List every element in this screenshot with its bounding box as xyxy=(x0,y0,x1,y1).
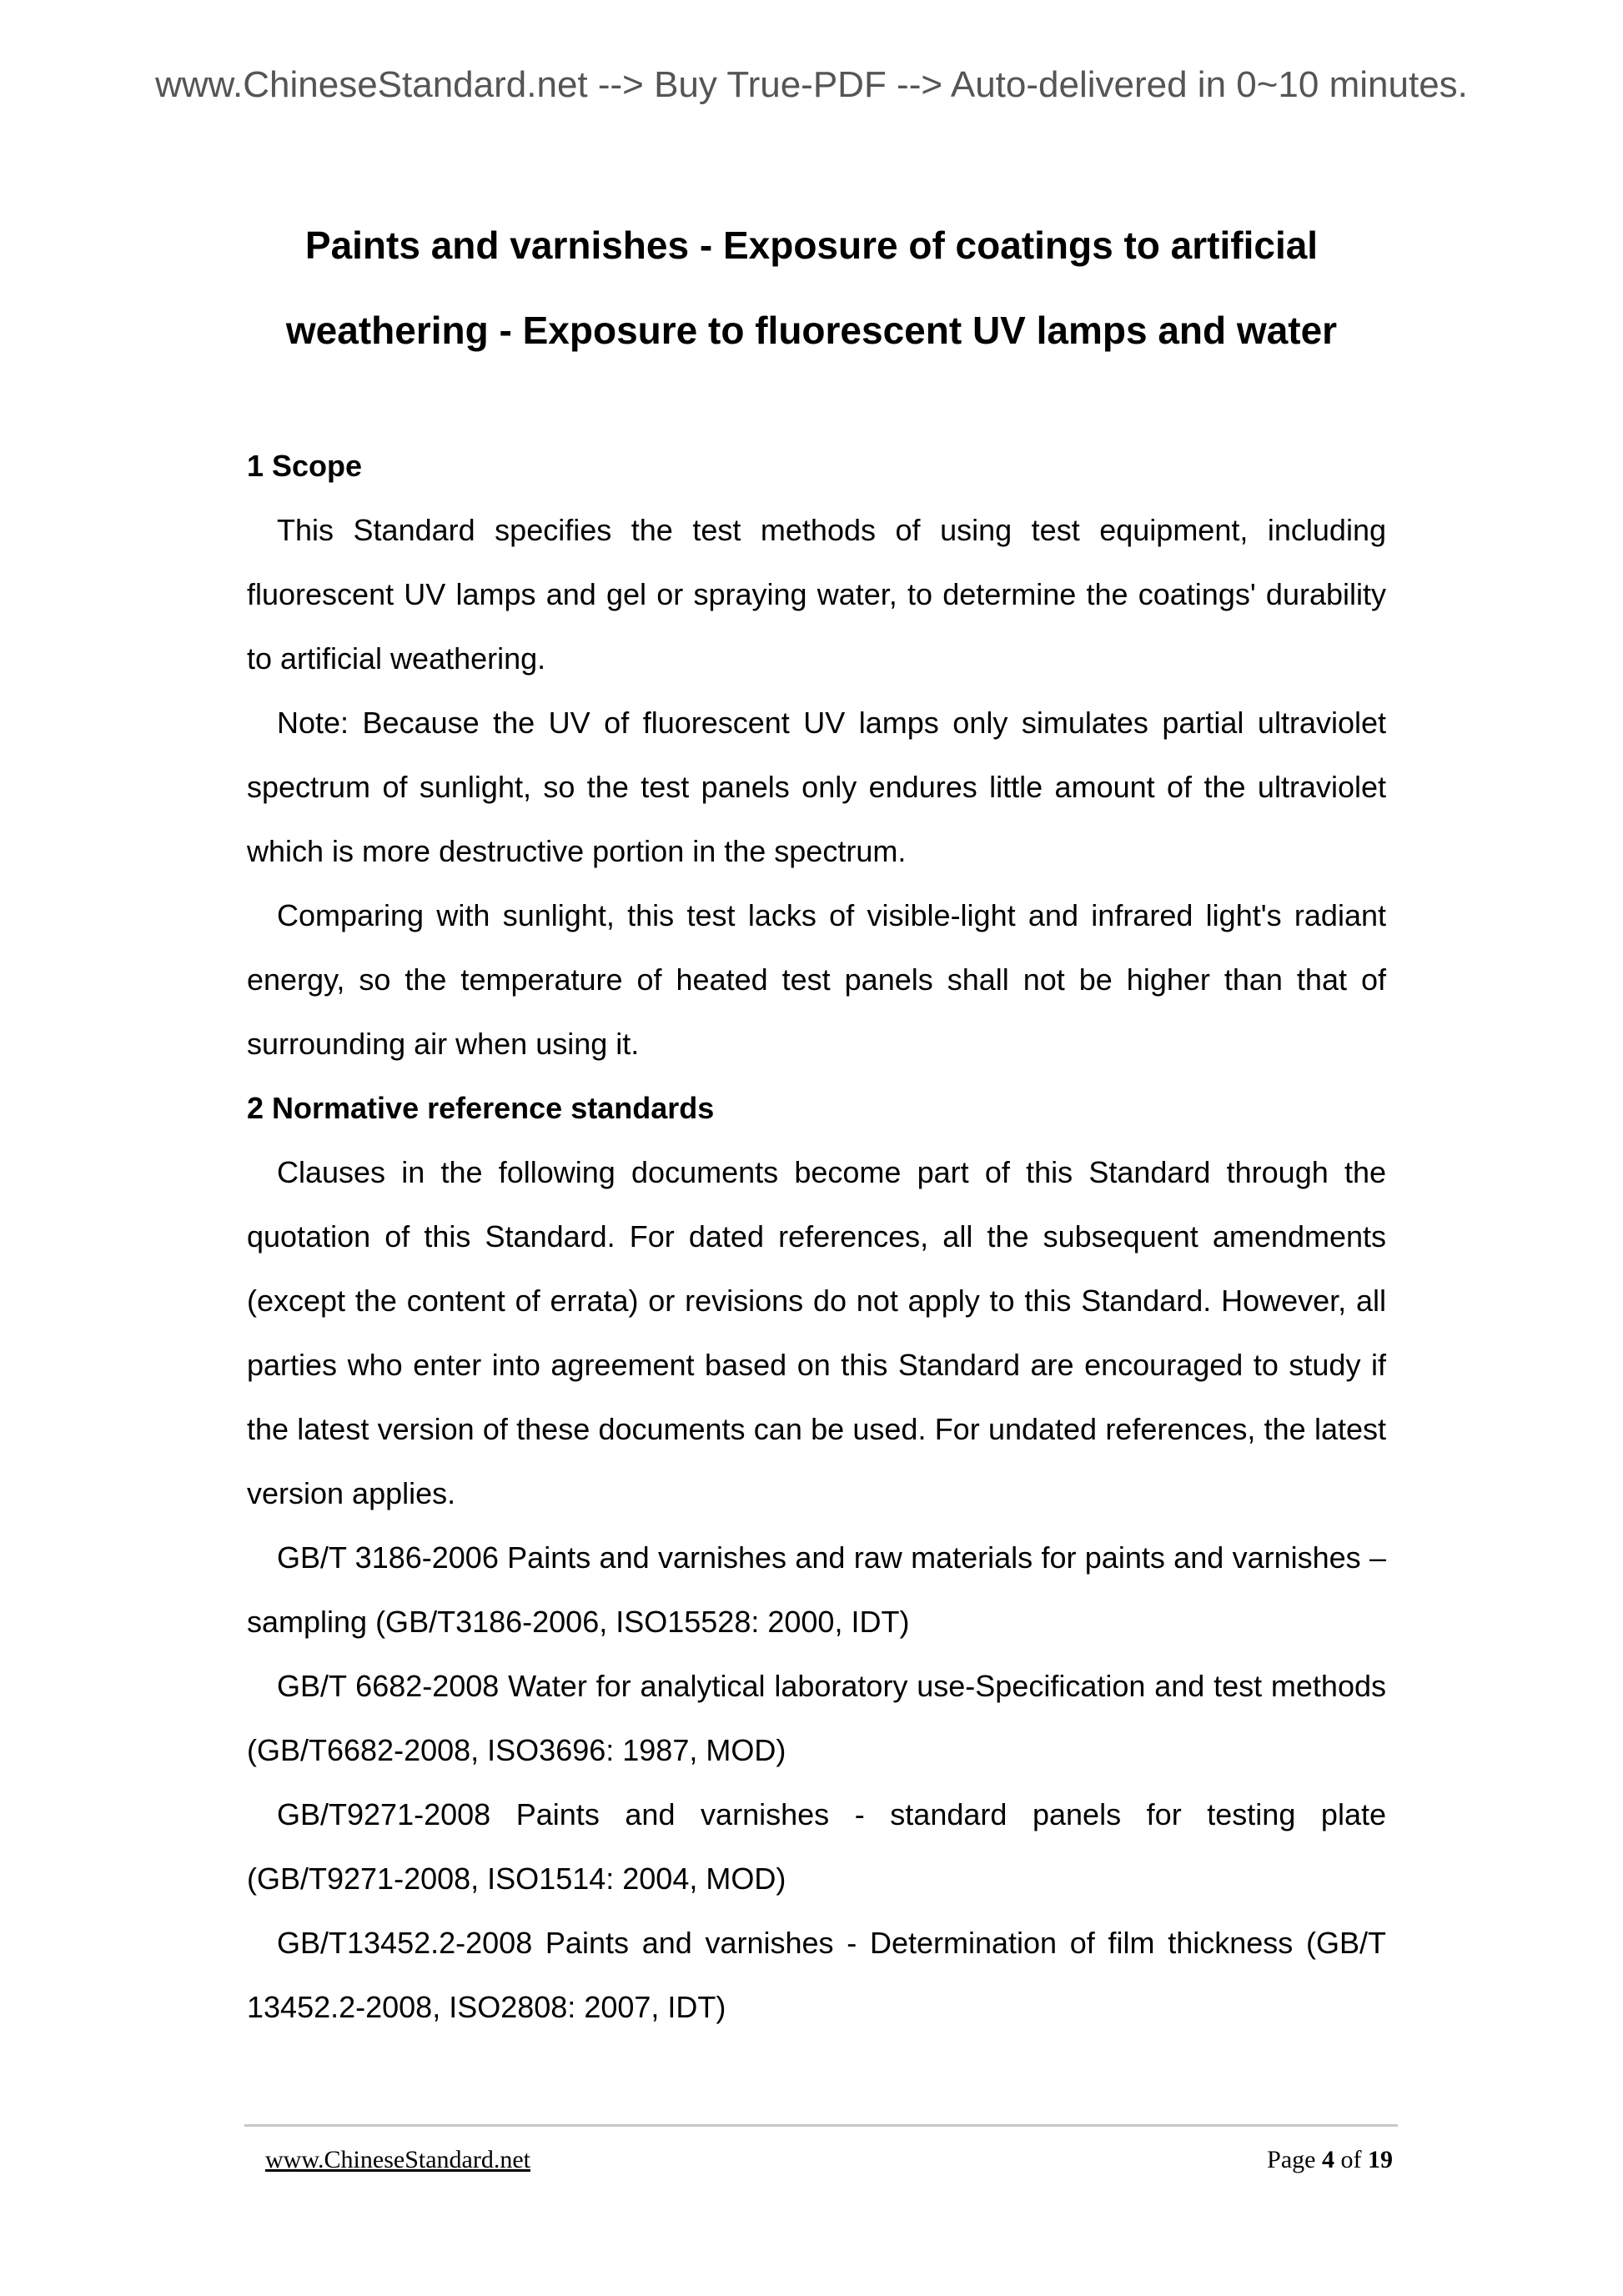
section-heading-scope: 1 Scope xyxy=(247,449,363,483)
page-number xyxy=(1267,2143,1393,2177)
page-label: Page xyxy=(1267,2146,1316,2173)
reference-item: GB/T13452.2-2008 Paints and varnishes - Determination of film thickness (GB/T 13452.2-2008, ISO2808: 2007, IDT) xyxy=(247,1926,1386,2024)
page-current: 4 xyxy=(1322,2146,1334,2173)
section-heading-normative-references: 2 Normative reference standards xyxy=(247,1091,715,1125)
reference-item: GB/T9271-2008 Paints and varnishes - standard panels for testing plate (GB/T9271-2008, ISO1514: 2004, MOD) xyxy=(247,1797,1386,1896)
page-total: 19 xyxy=(1368,2146,1393,2173)
reference-item: GB/T 3186-2006 Paints and varnishes and raw materials for paints and varnishes – sampling (GB/T3186-2006, ISO15528: 2000, IDT) xyxy=(247,1540,1386,1639)
title-line-2: weathering - Exposure to fluorescent UV lamps and water xyxy=(285,309,1338,352)
scope-note-paragraph: Note: Because the UV of fluorescent UV lamps only simulates partial ultraviolet spectrum of sunlight, so the test panels only endures little amount of the ultraviolet which is more destructive portion in the spectrum. xyxy=(247,706,1386,868)
scope-paragraph: Comparing with sunlight, this test lacks of visible-light and infrared light's radiant energy, so the temperature of heated test panels shall not be higher than that of surrounding air when using it. xyxy=(247,898,1386,1061)
scope-paragraph: This Standard specifies the test methods of using test equipment, including fluorescent UV lamps and gel or spraying water, to determine the coatings' durability to artificial weathering. xyxy=(247,513,1386,676)
footer-website-link[interactable]: www.ChineseStandard.net xyxy=(265,2146,530,2173)
references-intro-paragraph: Clauses in the following documents become part of this Standard through the quotation of this Standard. For dated references, all the subsequent amendments (except the content of errata) or revisions do not apply to this Standard. However, all parties who enter into agreement based on this Standard are encouraged to study if the latest version of these documents can be used. For undated references, the latest version applies. xyxy=(247,1155,1386,1510)
page-of-label: of xyxy=(1340,2146,1362,2173)
reference-item: GB/T 6682-2008 Water for analytical laboratory use-Specification and test methods (GB/T6682-2008, ISO3696: 1987, MOD) xyxy=(247,1669,1386,1767)
document-body xyxy=(247,434,1386,2039)
footer-divider xyxy=(244,2124,1398,2127)
title-line-1: Paints and varnishes - Exposure of coatings to artificial xyxy=(304,224,1319,267)
top-banner: www.ChineseStandard.net --> Buy True-PDF --> Auto-delivered in 0~10 minutes. xyxy=(155,64,1468,105)
document-title xyxy=(225,203,1398,373)
